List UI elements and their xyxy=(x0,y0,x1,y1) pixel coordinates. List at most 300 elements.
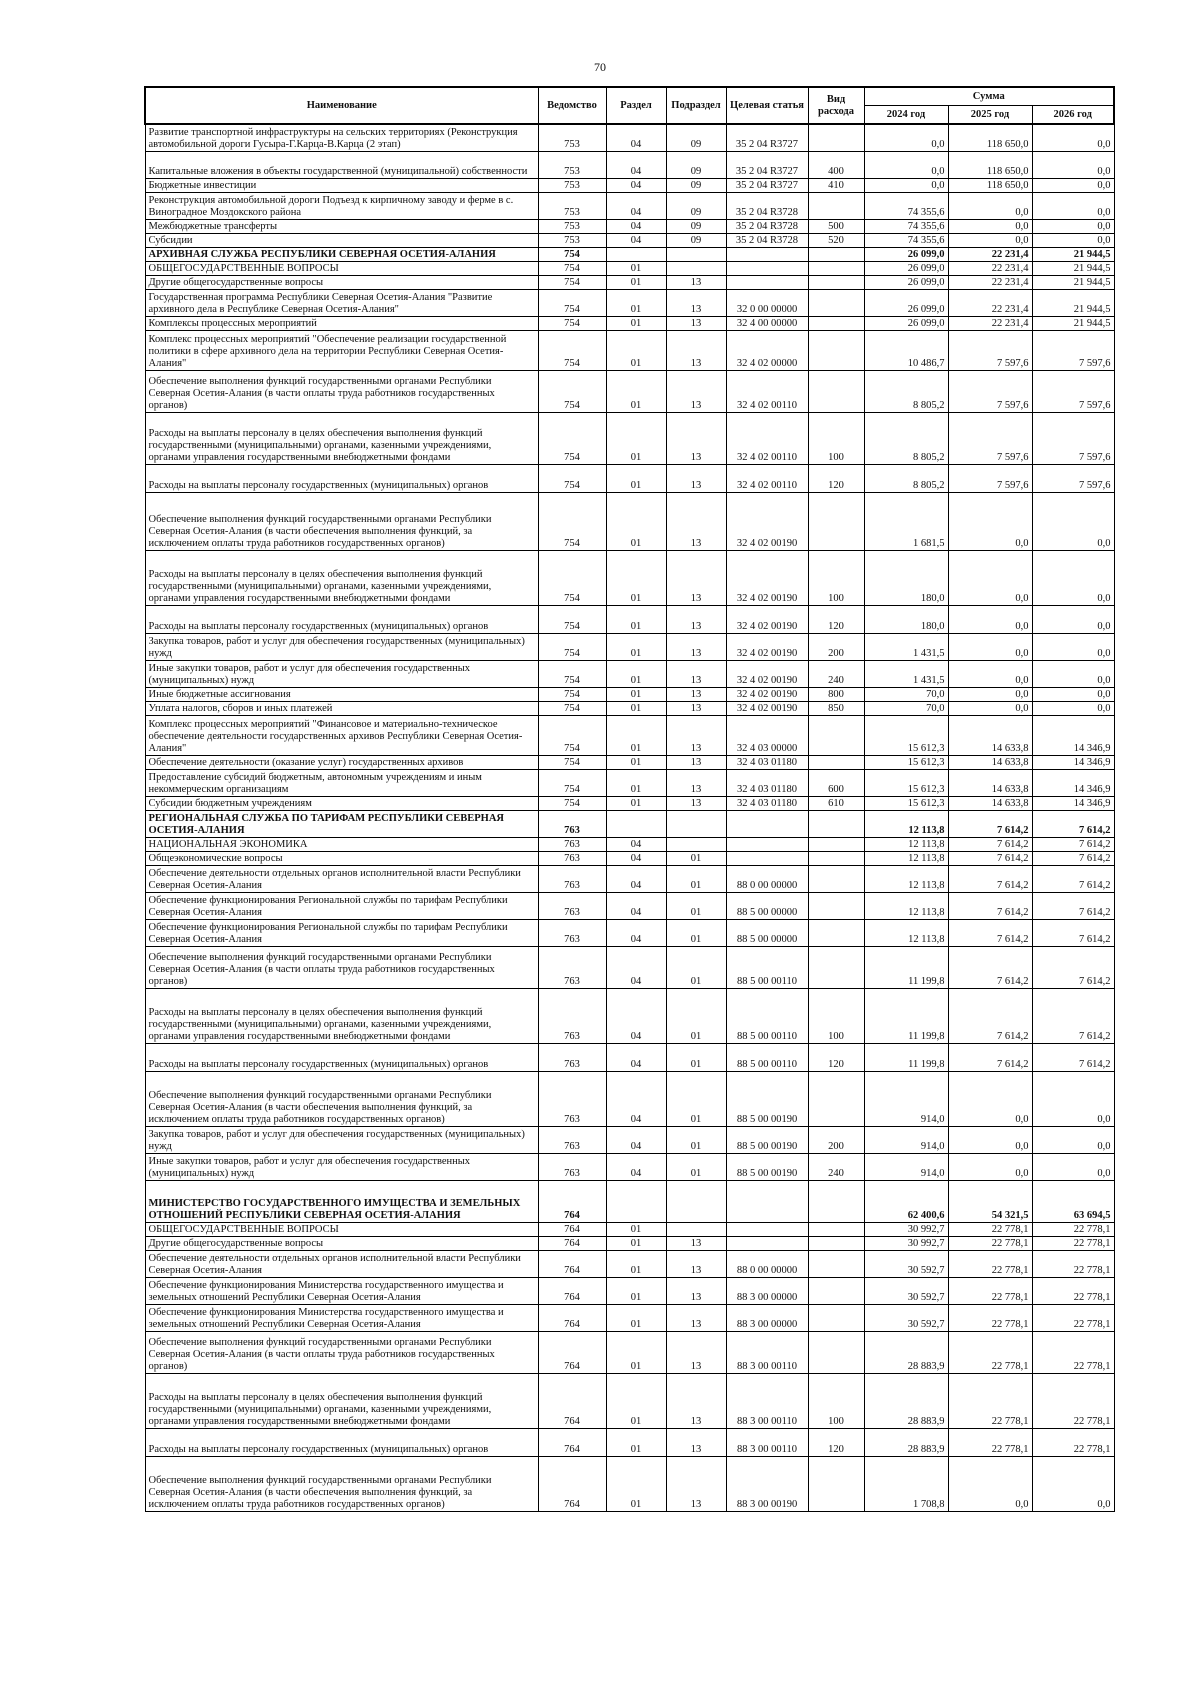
row-sum-2024: 1 708,8 xyxy=(864,1456,948,1511)
row-ved: 754 xyxy=(538,247,606,261)
row-podrazdel: 13 xyxy=(666,1428,726,1456)
row-expense-type: 610 xyxy=(808,796,864,810)
row-sum-2025: 7 614,2 xyxy=(948,1043,1032,1071)
row-sum-2024: 914,0 xyxy=(864,1126,948,1153)
row-name: АРХИВНАЯ СЛУЖБА РЕСПУБЛИКИ СЕВЕРНАЯ ОСЕТИЯ-АЛАНИЯ xyxy=(145,247,538,261)
row-sum-2024: 28 883,9 xyxy=(864,1373,948,1428)
row-expense-type: 600 xyxy=(808,769,864,796)
header-name: Наименование xyxy=(145,87,538,124)
table-row xyxy=(145,151,1114,178)
table-row xyxy=(145,550,1114,605)
row-sum-2025: 0,0 xyxy=(948,633,1032,660)
row-sum-2025: 0,0 xyxy=(948,550,1032,605)
row-name: Другие общегосударственные вопросы xyxy=(145,275,538,289)
row-sum-2025: 118 650,0 xyxy=(948,178,1032,192)
row-razdel: 01 xyxy=(606,275,666,289)
row-expense-type xyxy=(808,892,864,919)
row-expense-type xyxy=(808,124,864,151)
row-razdel: 01 xyxy=(606,1456,666,1511)
row-expense-type xyxy=(808,810,864,837)
table-row xyxy=(145,261,1114,275)
row-sum-2024: 914,0 xyxy=(864,1153,948,1180)
row-target-article: 88 5 00 00190 xyxy=(726,1126,808,1153)
row-expense-type: 100 xyxy=(808,988,864,1043)
row-name: Общеэкономические вопросы xyxy=(145,851,538,865)
row-sum-2025: 7 614,2 xyxy=(948,810,1032,837)
row-expense-type: 100 xyxy=(808,412,864,464)
row-sum-2026: 22 778,1 xyxy=(1032,1428,1114,1456)
row-target-article xyxy=(726,1180,808,1222)
row-sum-2025: 0,0 xyxy=(948,1071,1032,1126)
row-sum-2024: 74 355,6 xyxy=(864,192,948,219)
row-razdel: 01 xyxy=(606,660,666,687)
row-expense-type: 120 xyxy=(808,1043,864,1071)
row-expense-type xyxy=(808,289,864,316)
row-target-article: 32 4 02 00110 xyxy=(726,464,808,492)
row-name: Межбюджетные трансферты xyxy=(145,219,538,233)
row-name: Обеспечение функционирования Министерства государственного имущества и земельных отношений Республики Северная Осетия-Алания xyxy=(145,1277,538,1304)
row-ved: 754 xyxy=(538,769,606,796)
row-razdel: 01 xyxy=(606,755,666,769)
row-sum-2026: 0,0 xyxy=(1032,1153,1114,1180)
row-podrazdel: 01 xyxy=(666,1153,726,1180)
row-ved: 763 xyxy=(538,837,606,851)
header-year-2024: 2024 год xyxy=(864,106,948,125)
row-target-article: 88 3 00 00110 xyxy=(726,1428,808,1456)
row-podrazdel: 13 xyxy=(666,660,726,687)
row-ved: 754 xyxy=(538,605,606,633)
row-sum-2025: 22 778,1 xyxy=(948,1250,1032,1277)
row-expense-type xyxy=(808,919,864,946)
row-ved: 754 xyxy=(538,492,606,550)
table-row xyxy=(145,701,1114,715)
row-target-article: 88 5 00 00110 xyxy=(726,988,808,1043)
row-expense-type: 410 xyxy=(808,178,864,192)
row-target-article xyxy=(726,851,808,865)
row-razdel: 01 xyxy=(606,261,666,275)
row-sum-2024: 12 113,8 xyxy=(864,810,948,837)
table-row xyxy=(145,810,1114,837)
table-row xyxy=(145,1236,1114,1250)
row-expense-type: 800 xyxy=(808,687,864,701)
row-sum-2024: 15 612,3 xyxy=(864,796,948,810)
row-name: Обеспечение выполнения функций государственными органами Республики Северная Осетия-Алания (в части обеспечения выполнения функций, за исключением оплаты труда работников государственных органов) xyxy=(145,1456,538,1511)
table-row xyxy=(145,1250,1114,1277)
row-ved: 763 xyxy=(538,810,606,837)
row-sum-2026: 7 614,2 xyxy=(1032,851,1114,865)
row-sum-2024: 30 592,7 xyxy=(864,1277,948,1304)
row-name: Расходы на выплаты персоналу в целях обеспечения выполнения функций государственными (муниципальными) органами, казенными учреждениями, органами управления государственными внебюджетными фондами xyxy=(145,1373,538,1428)
row-sum-2025: 22 778,1 xyxy=(948,1236,1032,1250)
table-row xyxy=(145,633,1114,660)
row-podrazdel: 09 xyxy=(666,233,726,247)
row-expense-type xyxy=(808,755,864,769)
row-ved: 763 xyxy=(538,1153,606,1180)
row-razdel: 01 xyxy=(606,1304,666,1331)
row-razdel: 04 xyxy=(606,1043,666,1071)
row-name: Субсидии xyxy=(145,233,538,247)
row-expense-type xyxy=(808,715,864,755)
row-expense-type: 200 xyxy=(808,1126,864,1153)
row-ved: 764 xyxy=(538,1250,606,1277)
row-sum-2026: 7 614,2 xyxy=(1032,810,1114,837)
row-ved: 763 xyxy=(538,919,606,946)
row-sum-2025: 7 614,2 xyxy=(948,851,1032,865)
row-sum-2024: 12 113,8 xyxy=(864,919,948,946)
row-name: Обеспечение выполнения функций государственными органами Республики Северная Осетия-Алания (в части оплаты труда работников государственных органов) xyxy=(145,946,538,988)
row-expense-type xyxy=(808,316,864,330)
row-expense-type xyxy=(808,837,864,851)
row-target-article: 88 3 00 00110 xyxy=(726,1331,808,1373)
row-sum-2024: 1 681,5 xyxy=(864,492,948,550)
row-razdel: 04 xyxy=(606,1126,666,1153)
row-sum-2026: 7 597,6 xyxy=(1032,370,1114,412)
row-ved: 754 xyxy=(538,330,606,370)
row-podrazdel: 13 xyxy=(666,1277,726,1304)
row-sum-2025: 22 778,1 xyxy=(948,1331,1032,1373)
row-sum-2024: 62 400,6 xyxy=(864,1180,948,1222)
row-sum-2026: 0,0 xyxy=(1032,233,1114,247)
row-sum-2025: 14 633,8 xyxy=(948,715,1032,755)
row-podrazdel: 01 xyxy=(666,892,726,919)
row-razdel: 04 xyxy=(606,1153,666,1180)
row-razdel: 04 xyxy=(606,219,666,233)
row-target-article: 32 4 02 00190 xyxy=(726,492,808,550)
row-podrazdel xyxy=(666,810,726,837)
row-sum-2026: 7 614,2 xyxy=(1032,988,1114,1043)
row-ved: 754 xyxy=(538,275,606,289)
row-sum-2026: 14 346,9 xyxy=(1032,769,1114,796)
row-ved: 764 xyxy=(538,1331,606,1373)
row-target-article: 88 3 00 00000 xyxy=(726,1304,808,1331)
row-sum-2026: 0,0 xyxy=(1032,660,1114,687)
row-name: Государственная программа Республики Северная Осетия-Алания "Развитие архивного дела в Республике Северная Осетия-Алания" xyxy=(145,289,538,316)
row-name: Расходы на выплаты персоналу в целях обеспечения выполнения функций государственными (муниципальными) органами, казенными учреждениями, органами управления государственными внебюджетными фондами xyxy=(145,988,538,1043)
row-name: Капитальные вложения в объекты государственной (муниципальной) собственности xyxy=(145,151,538,178)
row-sum-2024: 12 113,8 xyxy=(864,837,948,851)
row-sum-2026: 0,0 xyxy=(1032,492,1114,550)
row-ved: 764 xyxy=(538,1222,606,1236)
table-body xyxy=(145,124,1114,1511)
row-sum-2025: 7 597,6 xyxy=(948,330,1032,370)
row-sum-2024: 28 883,9 xyxy=(864,1428,948,1456)
table-row xyxy=(145,1428,1114,1456)
row-podrazdel: 13 xyxy=(666,492,726,550)
row-razdel: 01 xyxy=(606,633,666,660)
row-ved: 754 xyxy=(538,701,606,715)
row-expense-type xyxy=(808,946,864,988)
row-sum-2024: 1 431,5 xyxy=(864,660,948,687)
row-sum-2025: 22 231,4 xyxy=(948,316,1032,330)
row-sum-2024: 26 099,0 xyxy=(864,261,948,275)
row-razdel: 01 xyxy=(606,316,666,330)
table-row xyxy=(145,1456,1114,1511)
row-sum-2024: 10 486,7 xyxy=(864,330,948,370)
row-sum-2025: 22 231,4 xyxy=(948,289,1032,316)
row-target-article: 35 2 04 R3728 xyxy=(726,192,808,219)
row-razdel: 04 xyxy=(606,1071,666,1126)
row-razdel: 01 xyxy=(606,687,666,701)
row-podrazdel: 01 xyxy=(666,865,726,892)
row-sum-2024: 26 099,0 xyxy=(864,275,948,289)
row-ved: 754 xyxy=(538,633,606,660)
row-ved: 763 xyxy=(538,1043,606,1071)
row-razdel: 01 xyxy=(606,1277,666,1304)
row-expense-type xyxy=(808,1071,864,1126)
table-row xyxy=(145,178,1114,192)
row-name: Обеспечение выполнения функций государственными органами Республики Северная Осетия-Алания (в части оплаты труда работников государственных органов) xyxy=(145,370,538,412)
table-row xyxy=(145,219,1114,233)
row-sum-2026: 7 614,2 xyxy=(1032,837,1114,851)
row-name: Субсидии бюджетным учреждениям xyxy=(145,796,538,810)
row-sum-2026: 0,0 xyxy=(1032,633,1114,660)
row-expense-type xyxy=(808,492,864,550)
table-row xyxy=(145,660,1114,687)
row-sum-2024: 30 592,7 xyxy=(864,1250,948,1277)
row-expense-type xyxy=(808,1277,864,1304)
row-sum-2025: 54 321,5 xyxy=(948,1180,1032,1222)
row-sum-2024: 0,0 xyxy=(864,124,948,151)
row-target-article: 32 4 02 00110 xyxy=(726,370,808,412)
header-podrazdel: Подраздел xyxy=(666,87,726,124)
row-target-article: 88 3 00 00110 xyxy=(726,1373,808,1428)
table-row xyxy=(145,192,1114,219)
row-expense-type xyxy=(808,865,864,892)
row-razdel: 04 xyxy=(606,837,666,851)
row-target-article: 88 5 00 00110 xyxy=(726,946,808,988)
row-expense-type: 240 xyxy=(808,1153,864,1180)
row-podrazdel: 13 xyxy=(666,275,726,289)
row-razdel: 04 xyxy=(606,151,666,178)
row-target-article: 88 5 00 00000 xyxy=(726,892,808,919)
table-row xyxy=(145,316,1114,330)
page-number: 70 xyxy=(594,60,606,74)
row-target-article: 32 0 00 00000 xyxy=(726,289,808,316)
row-target-article: 88 0 00 00000 xyxy=(726,1250,808,1277)
row-podrazdel: 09 xyxy=(666,124,726,151)
row-sum-2026: 0,0 xyxy=(1032,219,1114,233)
row-razdel: 01 xyxy=(606,550,666,605)
row-name: Расходы на выплаты персоналу в целях обеспечения выполнения функций государственными (муниципальными) органами, казенными учреждениями, органами управления государственными внебюджетными фондами xyxy=(145,412,538,464)
row-podrazdel: 13 xyxy=(666,1373,726,1428)
row-target-article: 32 4 02 00110 xyxy=(726,412,808,464)
row-razdel: 01 xyxy=(606,492,666,550)
row-razdel: 01 xyxy=(606,715,666,755)
row-name: Обеспечение деятельности отдельных органов исполнительной власти Республики Северная Осетия-Алания xyxy=(145,1250,538,1277)
row-ved: 764 xyxy=(538,1373,606,1428)
row-sum-2024: 8 805,2 xyxy=(864,412,948,464)
row-sum-2026: 0,0 xyxy=(1032,550,1114,605)
table-row xyxy=(145,247,1114,261)
row-podrazdel: 13 xyxy=(666,796,726,810)
row-sum-2024: 12 113,8 xyxy=(864,892,948,919)
row-target-article: 88 3 00 00000 xyxy=(726,1277,808,1304)
table-row xyxy=(145,1043,1114,1071)
row-target-article: 35 2 04 R3728 xyxy=(726,233,808,247)
row-razdel: 04 xyxy=(606,233,666,247)
row-razdel: 01 xyxy=(606,370,666,412)
row-target-article: 35 2 04 R3727 xyxy=(726,178,808,192)
row-razdel: 01 xyxy=(606,412,666,464)
row-name: Другие общегосударственные вопросы xyxy=(145,1236,538,1250)
row-expense-type xyxy=(808,851,864,865)
row-expense-type: 520 xyxy=(808,233,864,247)
row-sum-2024: 74 355,6 xyxy=(864,219,948,233)
row-podrazdel: 01 xyxy=(666,1043,726,1071)
row-sum-2024: 180,0 xyxy=(864,605,948,633)
row-sum-2026: 0,0 xyxy=(1032,1126,1114,1153)
row-sum-2026: 7 614,2 xyxy=(1032,865,1114,892)
row-target-article: 32 4 00 00000 xyxy=(726,316,808,330)
row-ved: 763 xyxy=(538,1071,606,1126)
row-target-article: 32 4 03 01180 xyxy=(726,796,808,810)
row-sum-2025: 14 633,8 xyxy=(948,796,1032,810)
row-target-article xyxy=(726,837,808,851)
row-expense-type: 400 xyxy=(808,151,864,178)
row-name: Иные закупки товаров, работ и услуг для обеспечения государственных (муниципальных) нужд xyxy=(145,660,538,687)
row-ved: 764 xyxy=(538,1428,606,1456)
row-name: Обеспечение выполнения функций государственными органами Республики Северная Осетия-Алания (в части обеспечения выполнения функций, за исключением оплаты труда работников государственных органов) xyxy=(145,1071,538,1126)
row-expense-type: 120 xyxy=(808,1428,864,1456)
row-sum-2025: 0,0 xyxy=(948,701,1032,715)
row-sum-2026: 0,0 xyxy=(1032,178,1114,192)
row-sum-2025: 7 614,2 xyxy=(948,919,1032,946)
row-podrazdel xyxy=(666,247,726,261)
row-sum-2026: 14 346,9 xyxy=(1032,796,1114,810)
row-sum-2024: 26 099,0 xyxy=(864,316,948,330)
row-razdel: 04 xyxy=(606,851,666,865)
header-year-2026: 2026 год xyxy=(1032,106,1114,125)
row-expense-type xyxy=(808,1236,864,1250)
row-sum-2025: 0,0 xyxy=(948,1126,1032,1153)
row-sum-2024: 74 355,6 xyxy=(864,233,948,247)
row-podrazdel: 01 xyxy=(666,946,726,988)
row-razdel: 04 xyxy=(606,919,666,946)
row-name: Бюджетные инвестиции xyxy=(145,178,538,192)
row-sum-2024: 12 113,8 xyxy=(864,865,948,892)
row-expense-type xyxy=(808,370,864,412)
table-row xyxy=(145,687,1114,701)
row-sum-2024: 70,0 xyxy=(864,687,948,701)
row-expense-type xyxy=(808,1331,864,1373)
row-sum-2024: 12 113,8 xyxy=(864,851,948,865)
row-podrazdel: 13 xyxy=(666,464,726,492)
row-sum-2025: 7 614,2 xyxy=(948,946,1032,988)
row-razdel: 04 xyxy=(606,946,666,988)
header-ved: Ведомство xyxy=(538,87,606,124)
row-ved: 764 xyxy=(538,1277,606,1304)
header-expense-type: Вид расхода xyxy=(808,87,864,124)
table-row xyxy=(145,755,1114,769)
row-target-article: 88 3 00 00190 xyxy=(726,1456,808,1511)
row-ved: 763 xyxy=(538,946,606,988)
row-name: ОБЩЕГОСУДАРСТВЕННЫЕ ВОПРОСЫ xyxy=(145,261,538,275)
table-header xyxy=(145,87,1114,124)
row-sum-2026: 63 694,5 xyxy=(1032,1180,1114,1222)
row-expense-type xyxy=(808,1304,864,1331)
row-ved: 754 xyxy=(538,464,606,492)
row-podrazdel: 01 xyxy=(666,919,726,946)
row-podrazdel: 09 xyxy=(666,151,726,178)
row-podrazdel: 13 xyxy=(666,289,726,316)
table-row xyxy=(145,233,1114,247)
row-name: Обеспечение выполнения функций государственными органами Республики Северная Осетия-Алания (в части оплаты труда работников государственных органов) xyxy=(145,1331,538,1373)
row-name: Расходы на выплаты персоналу государственных (муниципальных) органов xyxy=(145,1043,538,1071)
table-row xyxy=(145,605,1114,633)
row-sum-2025: 22 778,1 xyxy=(948,1428,1032,1456)
table-row xyxy=(145,412,1114,464)
row-sum-2025: 22 778,1 xyxy=(948,1373,1032,1428)
row-sum-2026: 21 944,5 xyxy=(1032,247,1114,261)
row-target-article xyxy=(726,275,808,289)
row-sum-2026: 7 597,6 xyxy=(1032,330,1114,370)
row-podrazdel: 13 xyxy=(666,769,726,796)
row-razdel: 01 xyxy=(606,1373,666,1428)
row-sum-2025: 0,0 xyxy=(948,219,1032,233)
row-podrazdel: 13 xyxy=(666,605,726,633)
row-sum-2025: 0,0 xyxy=(948,233,1032,247)
row-target-article: 32 4 03 01180 xyxy=(726,769,808,796)
row-sum-2026: 7 614,2 xyxy=(1032,946,1114,988)
row-target-article xyxy=(726,1236,808,1250)
row-sum-2024: 0,0 xyxy=(864,178,948,192)
row-razdel: 01 xyxy=(606,1331,666,1373)
row-expense-type: 120 xyxy=(808,605,864,633)
row-name: Развитие транспортной инфраструктуры на сельских территориях (Реконструкция автомобильной дороги Гусыра-Г.Карца-В.Карца (2 этап) xyxy=(145,124,538,151)
row-sum-2026: 21 944,5 xyxy=(1032,261,1114,275)
table-row xyxy=(145,124,1114,151)
row-name: Обеспечение функционирования Министерства государственного имущества и земельных отношений Республики Северная Осетия-Алания xyxy=(145,1304,538,1331)
row-ved: 764 xyxy=(538,1456,606,1511)
row-name: Обеспечение деятельности (оказание услуг) государственных архивов xyxy=(145,755,538,769)
row-sum-2025: 22 231,4 xyxy=(948,275,1032,289)
row-razdel: 01 xyxy=(606,701,666,715)
table-row xyxy=(145,1222,1114,1236)
row-sum-2026: 7 614,2 xyxy=(1032,1043,1114,1071)
row-expense-type xyxy=(808,330,864,370)
row-podrazdel: 13 xyxy=(666,1331,726,1373)
row-sum-2025: 0,0 xyxy=(948,687,1032,701)
row-ved: 763 xyxy=(538,865,606,892)
table-row xyxy=(145,1331,1114,1373)
row-podrazdel: 13 xyxy=(666,687,726,701)
row-sum-2024: 180,0 xyxy=(864,550,948,605)
row-expense-type xyxy=(808,275,864,289)
row-target-article: 32 4 02 00190 xyxy=(726,605,808,633)
row-razdel: 04 xyxy=(606,192,666,219)
row-name: Обеспечение выполнения функций государственными органами Республики Северная Осетия-Алания (в части обеспечения выполнения функций, за исключением оплаты труда работников государственных органов) xyxy=(145,492,538,550)
row-razdel xyxy=(606,810,666,837)
row-ved: 763 xyxy=(538,1126,606,1153)
row-sum-2026: 14 346,9 xyxy=(1032,755,1114,769)
row-name: Обеспечение функционирования Региональной службы по тарифам Республики Северная Осетия-Алания xyxy=(145,919,538,946)
table-row xyxy=(145,892,1114,919)
row-sum-2024: 28 883,9 xyxy=(864,1331,948,1373)
row-ved: 763 xyxy=(538,892,606,919)
row-ved: 754 xyxy=(538,550,606,605)
row-sum-2026: 0,0 xyxy=(1032,687,1114,701)
row-target-article: 88 5 00 00190 xyxy=(726,1153,808,1180)
row-sum-2025: 14 633,8 xyxy=(948,769,1032,796)
row-razdel: 01 xyxy=(606,289,666,316)
row-name: Уплата налогов, сборов и иных платежей xyxy=(145,701,538,715)
row-sum-2024: 914,0 xyxy=(864,1071,948,1126)
row-ved: 754 xyxy=(538,687,606,701)
row-sum-2025: 7 614,2 xyxy=(948,837,1032,851)
row-sum-2025: 7 614,2 xyxy=(948,988,1032,1043)
row-sum-2026: 21 944,5 xyxy=(1032,289,1114,316)
row-sum-2026: 22 778,1 xyxy=(1032,1373,1114,1428)
